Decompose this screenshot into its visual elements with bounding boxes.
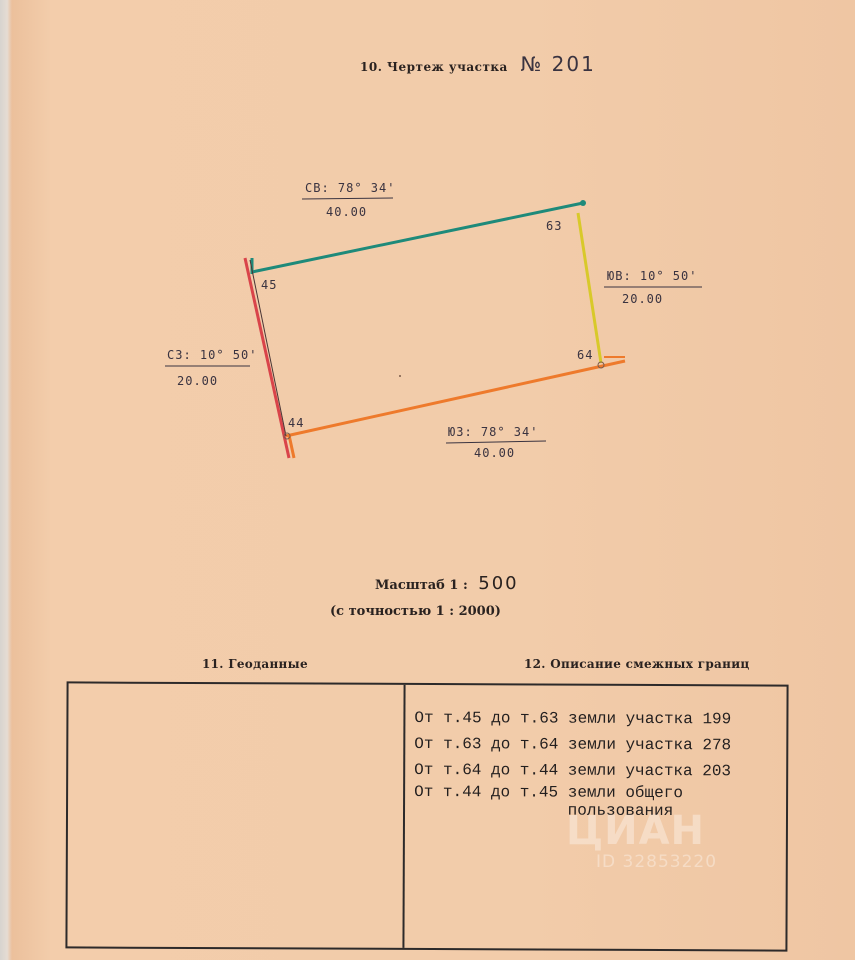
geodata-heading: 11. Геоданные <box>202 657 308 671</box>
corner-label-45: 45 <box>261 278 278 292</box>
west-bearing: СЗ: 10° 50' <box>167 348 258 362</box>
corner-label-64: 64 <box>577 348 594 362</box>
corner-label-63: 63 <box>546 219 563 233</box>
north-underline <box>302 198 393 199</box>
scale-value: 500 <box>478 573 519 594</box>
adjacent-list <box>414 705 731 820</box>
adjacent-row: От т.63 до т.64 земли участка 278 <box>414 734 732 755</box>
north-bearing: СВ: 78° 34' <box>305 181 396 195</box>
north-side-line <box>252 203 583 272</box>
adjacent-row: От т.44 до т.45 земли общего <box>414 782 683 803</box>
adjacent-row: От т.45 до т.63 земли участка 199 <box>414 708 732 729</box>
south-underline <box>446 441 546 443</box>
centre-dot <box>399 375 401 377</box>
adjacent-row-continued: пользования <box>413 800 674 821</box>
title-printed: 10. Чертеж участка <box>360 60 508 74</box>
scale-accuracy: (с точностью 1 : 2000) <box>330 604 501 619</box>
adjacent-row: От т.64 до т.44 земли участка 203 <box>414 760 732 781</box>
scale-line <box>375 573 519 594</box>
watermark-logo: ЦИАН <box>566 808 706 854</box>
east-side-line <box>578 213 601 363</box>
corner-label-44: 44 <box>288 416 305 430</box>
adjacent-heading: 12. Описание смежных границ <box>524 657 750 671</box>
table-divider <box>402 685 405 948</box>
scale-label: Масштаб 1 : <box>375 578 468 593</box>
east-length: 20.00 <box>622 292 664 306</box>
watermark-id: ID 32853220 <box>596 852 718 872</box>
north-length: 40.00 <box>326 205 368 219</box>
west-length: 20.00 <box>177 374 219 388</box>
south-length: 40.00 <box>474 446 516 460</box>
corner-63-dot <box>580 200 586 206</box>
south-bearing: ЮЗ: 78° 34' <box>448 425 539 439</box>
plot-number: № 201 <box>520 52 596 76</box>
east-bearing: ЮВ: 10° 50' <box>607 269 698 283</box>
